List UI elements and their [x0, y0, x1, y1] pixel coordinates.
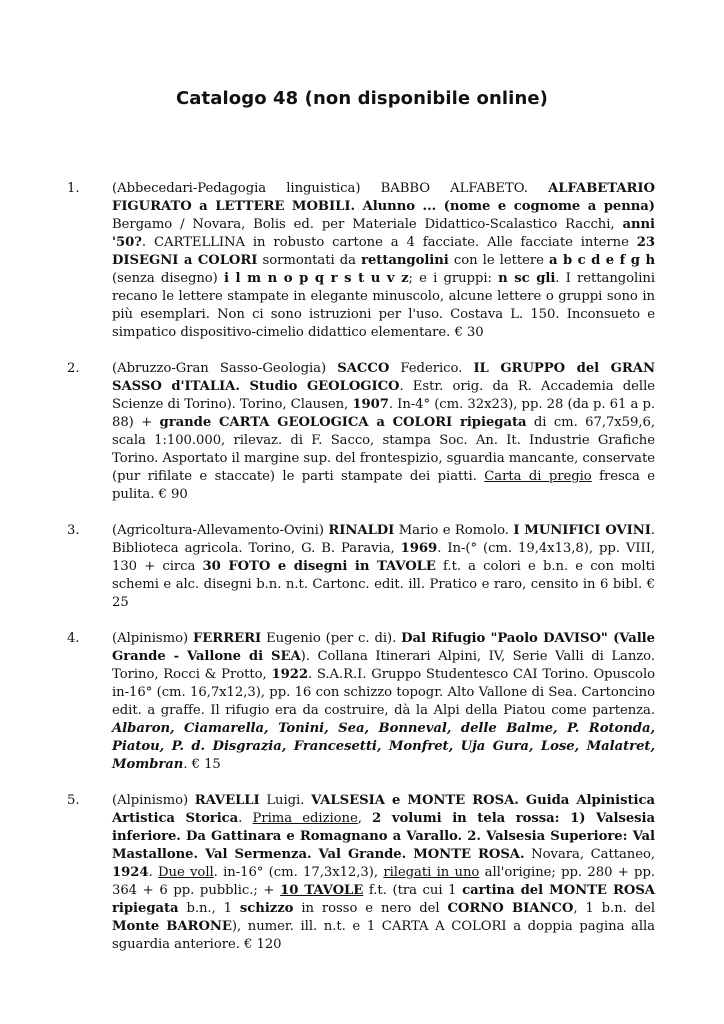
entry-segment: . Biblioteca agricola. Torino, G. B. Paravia, — [112, 523, 655, 556]
entry-segment: Bergamo / Novara, Bolis ed. per Materiale Didattico-Scalastico Racchi, — [112, 217, 623, 232]
entry-text — [112, 630, 655, 774]
entry-segment: anni '50? — [112, 217, 655, 250]
entry-segment: Luigi. — [259, 793, 312, 808]
entry-segment: . I rettangolini recano le lettere stampate in elegante minuscolo, alcune lettere o gruppi sono in più esemplari. Non ci sono istruzioni per l'uso. Costava L. 150. Inconsueto e simpatico dispositivo-cimelio didattico elementare. € 30 — [112, 271, 655, 340]
entry-segment: b.n., 1 — [178, 901, 240, 916]
entry-segment: Novara, Cattaneo, — [524, 847, 655, 862]
entry-segment: , 1 b.n. del — [573, 901, 656, 916]
entry-segment: . CARTELLINA in robusto cartone a 4 facciate. Alle facciate interne — [141, 235, 637, 250]
entry-segment: di cm. 67,7x59,6, scala 1:100.000, rilevaz. di F. Sacco, stampa Soc. An. It. Industrie Grafiche Torino. Asportato il margine sup. del frontespizio, sguardia mancante, conservate (pur rifilate e staccate) le parti stampate dei piatti. — [112, 415, 655, 484]
entry-segment: 10 TAVOLE — [280, 883, 364, 898]
entry-text — [112, 522, 655, 612]
entry-segment: . Estr. orig. da R. Accademia delle Scienze di Torino). Torino, Clausen, — [112, 379, 655, 412]
entry-segment: (Abbecedari-Pedagogia linguistica) BABBO ALFABETO. — [112, 181, 549, 196]
entry-segment: all'origine; pp. 280 + pp. 364 + 6 pp. pubblic.; + — [112, 865, 655, 898]
entry-segment: (Alpinismo) — [112, 793, 195, 808]
entry-segment: 2 volumi in tela rossa: 1) Valsesia inferiore. Da Gattinara e Romagnano a Varallo. 2. Valsesia Superiore: Val Mastallone. Val Sermenza. Val Grande. MONTE ROSA. — [112, 811, 655, 862]
entry-segment: . S.A.R.I. Gruppo Studentesco CAI Torino. Opuscolo in-16° (cm. 16,7x12,3), pp. 16 con schizzo topogr. Alto Vallone di Sea. Cartoncino edit. a graffe. Il rifugio era da costruire, dà la Alpi della Piatou come partenza. — [112, 667, 655, 718]
entry-segment: . in-16° (cm. 17,3x12,3), — [213, 865, 384, 880]
entry-segment: Federico. — [389, 361, 474, 376]
entry-segment: (senza disegno) — [112, 271, 224, 286]
entry-segment: CORNO BIANCO — [447, 901, 574, 916]
catalog-entry — [0, 180, 724, 342]
entry-segment: Albaron, Ciamarella, Tonini, Sea, Bonneval, delle Balme, P. Rotonda, Piatou, P. d. Disgrazia, Francesetti, Monfret, Uja Gura, Lose, Malatret, Mombran — [112, 721, 655, 772]
entry-segment: RAVELLI — [194, 793, 260, 808]
catalog-entry — [0, 630, 724, 774]
entry-segment: . — [148, 865, 158, 880]
entry-text — [112, 792, 655, 954]
catalog-entries — [0, 180, 724, 972]
entry-segment: ), numer. ill. n.t. e 1 CARTA A COLORI a doppia pagina alla sguardia anteriore. € 120 — [112, 919, 655, 952]
catalog-title: Catalogo 48 (non disponibile online) — [175, 88, 549, 109]
entry-segment: schizzo — [239, 901, 294, 916]
entry-number: 1. — [67, 181, 80, 196]
entry-segment: Due voll — [157, 865, 214, 880]
entry-segment: 1924 — [112, 865, 149, 880]
entry-segment: (Agricoltura-Allevamento-Ovini) — [112, 523, 329, 538]
entry-segment: FERRERI — [192, 631, 262, 646]
entry-segment: 1969 — [400, 541, 438, 556]
entry-segment: fresca e pulita. € 90 — [112, 469, 655, 502]
entry-segment: (Abruzzo-Gran Sasso-Geologia) — [112, 361, 338, 376]
entry-segment: 1907 — [352, 397, 389, 412]
entry-segment: grande CARTA GEOLOGICA a COLORI ripiegata — [159, 415, 527, 430]
catalog-entry — [0, 792, 724, 954]
entry-segment: rettangolini — [361, 253, 449, 268]
entry-segment: RINALDI — [328, 523, 395, 538]
entry-segment: Prima edizione — [252, 811, 358, 826]
entry-segment: 1922 — [271, 667, 308, 682]
entry-segment: Mario e Romolo. — [394, 523, 514, 538]
entry-segment: (Alpinismo) — [112, 631, 193, 646]
entry-segment: Monte BARONE — [112, 919, 232, 934]
entry-segment: Carta di pregio — [484, 469, 592, 484]
entry-segment: sormontati da — [257, 253, 362, 268]
entry-segment: . — [238, 811, 253, 826]
entry-segment: . In-(° (cm. 19,4x13,8), pp. VIII, 130 + circa — [112, 541, 656, 574]
entry-segment: 30 FOTO e disegni in TAVOLE — [202, 559, 436, 574]
entry-segment: con le lettere — [448, 253, 549, 268]
entry-segment: f.t. (tra cui 1 — [363, 883, 463, 898]
entry-segment: f.t. a colori e b.n. e con molti schemi e alc. disegni b.n. n.t. Cartonc. edit. ill. Pratico e raro, censito in 6 bibl. € 25 — [112, 559, 656, 610]
entry-segment: ; e i gruppi: — [408, 271, 499, 286]
entry-segment: ALFABETARIO FIGURATO a LETTERE MOBILI. Alunno ... (nome e cognome a penna) — [112, 181, 655, 214]
entry-segment: Eugenio (per c. di). — [261, 631, 402, 646]
entry-segment: I MUNIFICI OVINI — [513, 523, 651, 538]
entry-segment: . € 15 — [183, 757, 221, 772]
entry-segment: , — [357, 811, 373, 826]
entry-text — [112, 360, 655, 504]
entry-segment: . In-4° (cm. 32x23), pp. 28 (da p. 61 a p. 88) + — [112, 397, 655, 430]
catalog-entry — [0, 522, 724, 612]
entry-segment: IL GRUPPO del GRAN SASSO d'ITALIA. Studio GEOLOGICO — [112, 361, 655, 394]
entry-segment: a b c d e f g h — [548, 253, 655, 268]
entry-segment: i l m n o p q r s t u v z — [223, 271, 409, 286]
entry-number: 4. — [67, 631, 80, 646]
entry-segment: Dal Rifugio "Paolo DAVISO" (Valle Grande - Vallone di SEA — [112, 631, 655, 664]
entry-segment: 23 DISEGNI a COLORI — [112, 235, 655, 268]
entry-number: 5. — [67, 793, 80, 808]
entry-segment: rilegati in uno — [383, 865, 480, 880]
entry-segment: ). Collana Itinerari Alpini, IV, Serie Valli di Lanzo. Torino, Rocci & Protto, — [112, 649, 655, 682]
entry-number: 2. — [67, 361, 80, 376]
entry-segment: SACCO — [337, 361, 390, 376]
entry-number: 3. — [67, 523, 80, 538]
entry-segment: cartina del MONTE ROSA ripiegata — [112, 883, 655, 916]
entry-segment: n sc gli — [498, 271, 556, 286]
entry-segment: VALSESIA e MONTE ROSA. Guida Alpinistica Artistica Storica — [112, 793, 655, 826]
entry-segment: in rosso e nero del — [293, 901, 448, 916]
entry-text — [112, 180, 655, 342]
catalog-entry — [0, 360, 724, 504]
